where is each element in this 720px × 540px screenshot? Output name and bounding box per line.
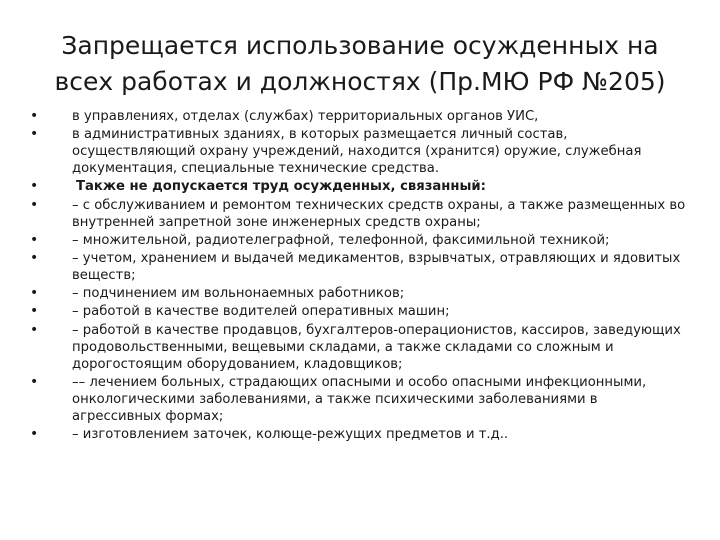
list-item: [30, 108, 690, 125]
list-item-text: Также не допускается труд осужденных, связанный:: [76, 179, 486, 195]
bullet-icon: •: [30, 126, 39, 143]
slide-title: Запрещается использование осужденных на всех работах и должностях (Пр.МЮ РФ №205): [54, 31, 666, 96]
list-item: [30, 374, 690, 425]
list-item-text: – работой в качестве водителей оперативных машин;: [72, 304, 450, 320]
bullet-icon: •: [30, 231, 39, 248]
bullet-list: [30, 108, 690, 444]
list-item: [30, 303, 690, 320]
bullet-icon: •: [30, 425, 39, 442]
list-item: [30, 250, 690, 284]
list-item-text: – с обслуживанием и ремонтом технических средств охраны, а также размещенных во внутренней запретной зоне инженерных средств охраны;: [72, 197, 686, 230]
list-item: [30, 178, 690, 195]
list-item: [30, 197, 690, 231]
list-item-text: в управлениях, отделах (службах) территориальных органов УИС,: [72, 109, 539, 124]
list-item-text: – работой в качестве продавцов, бухгалтеров-операционистов, кассиров, заведующих продовольственными, вещевыми складами, а также складами со сложным и дорогостоящим оборудованием, кладовщиков;: [72, 322, 681, 372]
bullet-icon: •: [30, 108, 39, 124]
list-item-text: – подчинением им вольнонаемных работников;: [72, 286, 405, 302]
list-item-text: – множительной, радиотелеграфной, телефонной, факсимильной техникой;: [72, 232, 610, 248]
bullet-icon: •: [30, 196, 39, 213]
bullet-icon: •: [30, 321, 39, 338]
list-item: [30, 126, 690, 177]
list-item-text: – учетом, хранением и выдачей медикаментов, взрывчатых, отравляющих и ядовитых веществ;: [72, 250, 681, 283]
list-item-text: –– лечением больных, страдающих опасными и особо опасными инфекционными, онкологическими заболеваниями, а также психическими заболеваниями в агрессивных формах;: [72, 374, 647, 424]
bullet-icon: •: [30, 285, 39, 302]
bullet-icon: •: [30, 249, 39, 266]
bullet-icon: •: [30, 373, 39, 390]
list-item: [30, 426, 690, 443]
bullet-icon: •: [30, 303, 39, 320]
bullet-icon: •: [30, 178, 39, 195]
list-item-text: в административных зданиях, в которых размещается личный состав, осуществляющий охрану учреждений, находится (хранится) оружие, служебная документация, специальные технические средства.: [72, 127, 642, 177]
list-item: [30, 232, 690, 249]
list-item: [30, 322, 690, 373]
list-item-text: – изготовлением заточек, колюще-режущих предметов и т.д..: [72, 426, 509, 442]
list-item: [30, 285, 690, 302]
